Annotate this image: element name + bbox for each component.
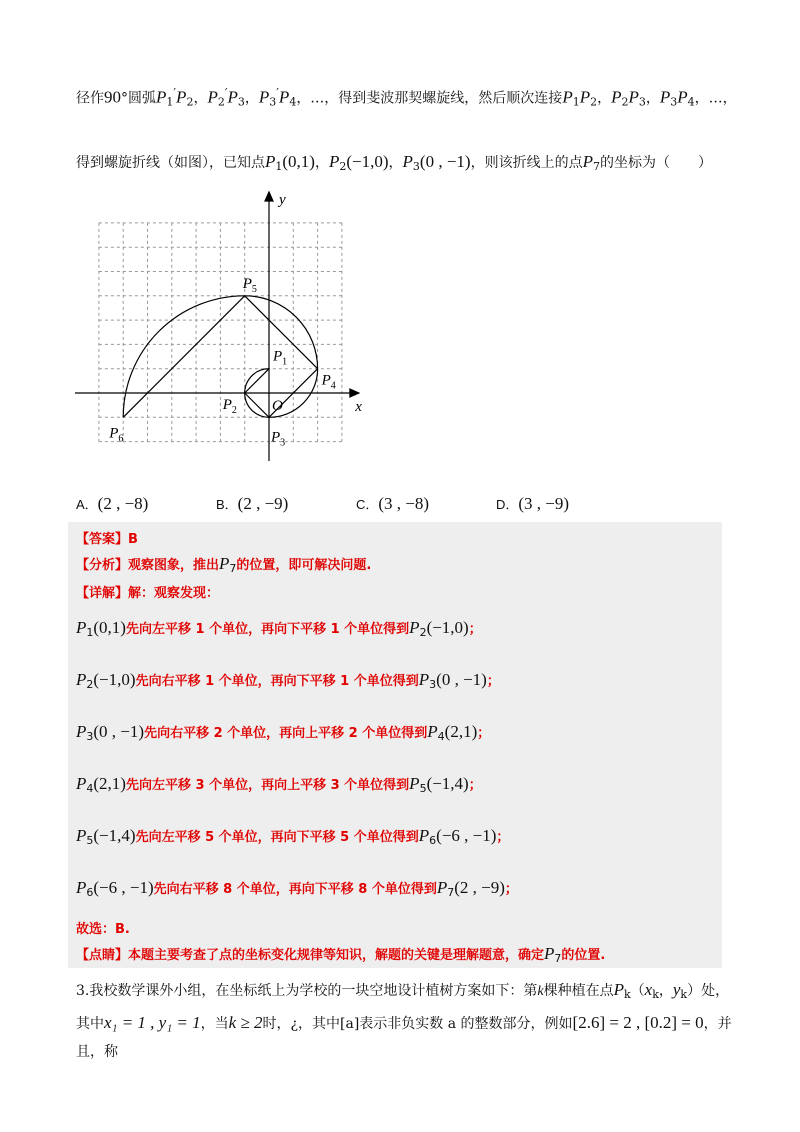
- answer-box: [68, 522, 722, 968]
- point-label-subscript: 5: [251, 283, 257, 295]
- axes: [75, 192, 359, 461]
- step-2: $P_2(-1,0)$先向右平移 1 个单位，再向下平移 1 个单位得到$P_3(0$ , −1)；: [76, 670, 500, 691]
- choice-a[interactable]: A．(2 , −8): [76, 494, 149, 513]
- step-1: $P_1(0,1)$先向左平移 1 个单位，再向下平移 1 个单位得到$P_2(-1,0)$；: [76, 618, 482, 639]
- comment-line: 【点睛】本题主要考查了点的坐标变化规律等知识，解题的关键是理解题意，确定$P_7$的位置.: [76, 944, 606, 965]
- point-label-subscript: 6: [118, 433, 124, 445]
- point-label: $P_6$: [109, 425, 124, 445]
- y-axis-label: y: [279, 192, 286, 208]
- question-3: [76, 976, 736, 1066]
- spiral-figure: [70, 186, 370, 466]
- point-label: $P_5$: [242, 275, 257, 295]
- point-label: $P_1$: [273, 348, 288, 368]
- detail-line: 【详解】解：观察发现：: [76, 586, 220, 601]
- q3-line-1: 3.我校数学课外小组，在坐标纸上为学校的一块空地设计植树方案如下：第k棵种植在点$P_k(x_k$，$y_k$）处，: [76, 980, 730, 1001]
- y-axis-arrow: [265, 192, 273, 201]
- analysis-line: 【分析】观察图象，推出$P_7$的位置，即可解决问题.: [76, 554, 372, 575]
- grid: [99, 223, 342, 445]
- point-labels: [108, 192, 362, 448]
- point-label: $P_4$: [321, 372, 336, 392]
- step-5: $P_5(-1,4)$先向左平移 5 个单位，再向下平移 5 个单位得到$P_6(-6$ , −1)；: [76, 826, 510, 847]
- x-axis-arrow: [350, 389, 359, 397]
- x-axis-label: x: [355, 399, 362, 415]
- point-label: $P_3$: [271, 429, 286, 449]
- answer-line: 【答案】B: [76, 532, 138, 547]
- choice-d[interactable]: D．(3 , −9): [496, 494, 570, 513]
- intro-line-2: 得到螺旋折线（如图），已知点$P_1(0,1)$，$P_2(-1,0)$，$P_3(0$ , −1)，则该折线上的点$P_7$的坐标为（ ）: [76, 152, 712, 173]
- q3-line-2: 其中x₁ = 1 , y₁ = 1，当k ≥ 2时，¿，其中[a]表示非负实数 a 的整数部分，例如[2.6] = 2 , [0.2] = 0，并且，称: [76, 1013, 732, 1060]
- choice-c[interactable]: C．(3 , −8): [356, 494, 430, 513]
- step-3: $P_3(0$ , −1)先向右平移 2 个单位，再向上平移 2 个单位得到$P_4(2,1)$；: [76, 722, 491, 743]
- point-label: $P_2$: [222, 397, 237, 416]
- point-label-subscript: 3: [280, 437, 286, 449]
- choice-b[interactable]: B．(2 , −9): [216, 494, 289, 513]
- step-4: $P_4(2,1)$先向左平移 3 个单位，再向上平移 3 个单位得到$P_5(-1,4)$；: [76, 774, 482, 795]
- intro-line-1: 径作90°圆弧$P_1'P_2$，$P_2'P_3$，$P_3'P_4$，…，得到斐波那契螺旋线，然后顺次连接$P_1P_2$，$P_2P_3$，$P_3P_4$，…，: [76, 86, 737, 109]
- point-label-subscript: 4: [330, 380, 336, 392]
- choose-line: 故选：B.: [76, 922, 130, 937]
- origin-label: O: [272, 398, 283, 414]
- point-label-subscript: 2: [231, 405, 237, 416]
- point-label-subscript: 1: [282, 356, 288, 368]
- step-6: $P_6(-6$ , −1)先向右平移 8 个单位，再向下平移 8 个单位得到$P_7(2$ , −9)；: [76, 878, 518, 899]
